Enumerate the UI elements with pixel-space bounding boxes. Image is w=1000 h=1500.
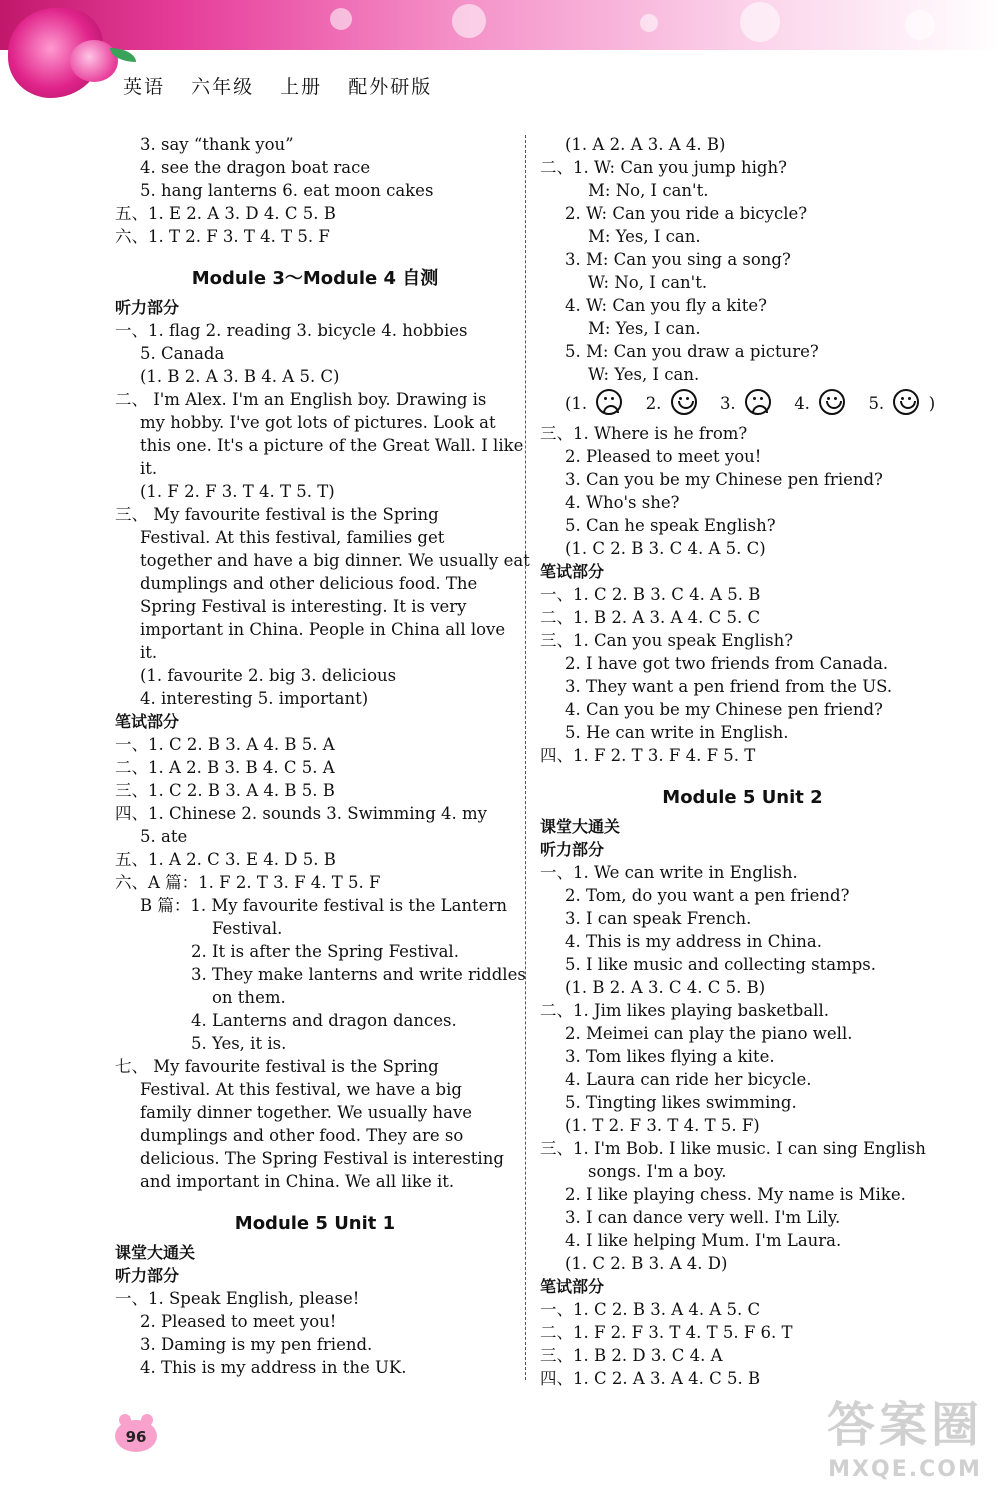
answer-line: 二、1. Jim likes playing basketball. (540, 1001, 829, 1020)
face-label: 4. (794, 394, 810, 413)
section-heading: 听力部分 (115, 298, 180, 317)
answer-line: 一、1. Speak English, please! (115, 1289, 360, 1308)
face-label: ) (928, 394, 936, 413)
answer-line: 5. I like music and collecting stamps. (565, 955, 877, 974)
face-label: 2. (645, 394, 662, 413)
happy-face-icon (671, 389, 697, 415)
answer-line: (1. F 2. F 3. T 4. T 5. T) (140, 482, 335, 501)
page-header (123, 72, 450, 99)
section-heading: 听力部分 (115, 1266, 180, 1285)
answer-line: dumplings and other delicious food. The (140, 574, 478, 593)
answer-line: 4. Lanterns and dragon dances. (191, 1011, 457, 1030)
answer-line: Festival. At this festival, families get (140, 528, 445, 547)
header-edition: 配外研版 (348, 76, 433, 98)
bubble-decoration (330, 8, 352, 30)
answer-line: delicious. The Spring Festival is interesting (140, 1149, 504, 1168)
answer-line: 5. hang lanterns 6. eat moon cakes (140, 181, 434, 200)
happy-face-icon (819, 389, 845, 415)
bubble-decoration (640, 14, 658, 32)
answer-line: Festival. (212, 919, 283, 938)
answer-line: 2. I like playing chess. My name is Mike. (565, 1185, 906, 1204)
answer-line: (1. T 2. F 3. T 4. T 5. F) (565, 1116, 760, 1135)
answer-line: 4. This is my address in the UK. (140, 1358, 407, 1377)
answer-line: it. (140, 643, 158, 662)
answer-line: together and have a big dinner. We usually eat (140, 551, 530, 570)
answer-line: 三、1. I'm Bob. I like music. I can sing English (540, 1139, 926, 1158)
answer-line: 二、1. B 2. A 3. A 4. C 5. C (540, 608, 761, 627)
header-volume: 上册 (280, 76, 323, 98)
answer-line: it. (140, 459, 158, 478)
answer-line: 一、1. C 2. B 3. A 4. A 5. C (540, 1300, 761, 1319)
answer-line: 4. I like helping Mum. I'm Laura. (565, 1231, 842, 1250)
answer-line: 四、1. C 2. A 3. A 4. C 5. B (540, 1369, 761, 1388)
answer-line: 3. Can you be my Chinese pen friend? (565, 470, 883, 489)
answer-line: 2. W: Can you ride a bicycle? (565, 204, 808, 223)
bubble-decoration (452, 4, 486, 38)
answer-line: M: No, I can't. (588, 181, 709, 200)
answer-line: 4. Can you be my Chinese pen friend? (565, 700, 883, 719)
page-number: 96 (115, 1420, 157, 1452)
answer-line: 3. I can dance very well. I'm Lily. (565, 1208, 841, 1227)
section-heading: 课堂大通关 (115, 1243, 196, 1262)
answer-line: 3. M: Can you sing a song? (565, 250, 791, 269)
answer-line: 四、1. Chinese 2. sounds 3. Swimming 4. my (115, 804, 487, 823)
answer-line: M: Yes, I can. (588, 319, 701, 338)
answer-line: 一、1. flag 2. reading 3. bicycle 4. hobbies (115, 321, 468, 340)
answer-line: 5. Canada (140, 344, 225, 363)
watermark-url: MXQE.COM (828, 1457, 982, 1482)
section-heading: 课堂大通关 (540, 817, 621, 836)
answer-line: 5. ate (140, 827, 188, 846)
answer-line: 5. M: Can you draw a picture? (565, 342, 819, 361)
sad-face-icon (745, 389, 771, 415)
answer-line: 2. Meimei can play the piano well. (565, 1024, 853, 1043)
section-heading: 听力部分 (540, 840, 605, 859)
header-banner (0, 0, 1000, 50)
answer-line: 二、1. W: Can you jump high? (540, 158, 787, 177)
answer-line: 3. I can speak French. (565, 909, 752, 928)
answer-line: 三、1. Can you speak English? (540, 631, 794, 650)
answer-line: 三、 My favourite festival is the Spring (115, 505, 439, 524)
answer-line: 六、1. T 2. F 3. T 4. T 5. F (115, 227, 330, 246)
answer-line: 二、1. F 2. F 3. T 4. T 5. F 6. T (540, 1323, 793, 1342)
watermark (815, 1395, 995, 1495)
answer-line: 4. W: Can you fly a kite? (565, 296, 767, 315)
happy-face-icon (893, 389, 919, 415)
answer-line: 2. Pleased to meet you! (140, 1312, 337, 1331)
face-label: 3. (719, 394, 736, 413)
answer-line: 七、 My favourite festival is the Spring (115, 1057, 439, 1076)
face-label: 5. (868, 394, 885, 413)
bubble-decoration (905, 10, 935, 40)
answer-line: 5. He can write in English. (565, 723, 789, 742)
bubble-decoration (740, 2, 780, 42)
face-answer-row (540, 386, 945, 422)
answer-line: 一、1. C 2. B 3. A 4. B 5. A (115, 735, 335, 754)
answer-line: 三、1. B 2. D 3. C 4. A (540, 1346, 723, 1365)
answer-line: B 篇：1. My favourite festival is the Lantern (140, 896, 507, 915)
answer-line: 4. This is my address in China. (565, 932, 822, 951)
answer-line: 六、A 篇：1. F 2. T 3. F 4. T 5. F (115, 873, 381, 892)
answer-line: 4. Who's she? (565, 493, 680, 512)
answer-line: 4. Laura can ride her bicycle. (565, 1070, 812, 1089)
answer-line: on them. (212, 988, 286, 1007)
answer-line: Festival. At this festival, we have a big (140, 1080, 462, 1099)
answer-line: 3. They want a pen friend from the US. (565, 677, 893, 696)
answer-line: 一、1. C 2. B 3. C 4. A 5. B (540, 585, 761, 604)
section-heading: 笔试部分 (540, 562, 605, 581)
answer-line: 2. I have got two friends from Canada. (565, 654, 889, 673)
section-title: Module 5 Unit 1 (234, 1213, 396, 1234)
left-column (115, 133, 530, 1379)
answer-line: dumplings and other food. They are so (140, 1126, 464, 1145)
answer-line: (1. C 2. B 3. C 4. A 5. C) (565, 539, 766, 558)
section-heading: 笔试部分 (115, 712, 180, 731)
answer-line: 2. Tom, do you want a pen friend? (565, 886, 850, 905)
answer-line: 五、1. E 2. A 3. D 4. C 5. B (115, 204, 336, 223)
answer-line: (1. B 2. A 3. C 4. C 5. B) (565, 978, 766, 997)
answer-line: 四、1. F 2. T 3. F 4. F 5. T (540, 746, 756, 765)
answer-line: 二、1. A 2. B 3. B 4. C 5. A (115, 758, 335, 777)
answer-line: 4. interesting 5. important) (140, 689, 369, 708)
answer-line: songs. I'm a boy. (588, 1162, 727, 1181)
answer-line: important in China. People in China all love (140, 620, 506, 639)
answer-line: 3. say “thank you” (140, 135, 294, 154)
answer-line: 五、1. A 2. C 3. E 4. D 5. B (115, 850, 336, 869)
answer-line: my hobby. I've got lots of pictures. Look at (140, 413, 496, 432)
answer-line: family dinner together. We usually have (140, 1103, 473, 1122)
answer-line: 5. Yes, it is. (191, 1034, 287, 1053)
answer-line: 3. Tom likes flying a kite. (565, 1047, 775, 1066)
answer-line: Spring Festival is interesting. It is very (140, 597, 467, 616)
column-divider (525, 135, 526, 1380)
answer-line: 2. It is after the Spring Festival. (191, 942, 459, 961)
answer-line: 5. Can he speak English? (565, 516, 776, 535)
header-subject: 英语 (123, 76, 166, 98)
answer-line: (1. favourite 2. big 3. delicious (140, 666, 397, 685)
answer-line: 3. Daming is my pen friend. (140, 1335, 373, 1354)
watermark-logo: 答案圈 (826, 1397, 983, 1453)
answer-line: (1. C 2. B 3. A 4. D) (565, 1254, 728, 1273)
answer-line: 4. see the dragon boat race (140, 158, 371, 177)
answer-line: 3. They make lanterns and write riddles (191, 965, 526, 984)
answer-line: 5. Tingting likes swimming. (565, 1093, 797, 1112)
answer-line: 一、1. We can write in English. (540, 863, 798, 882)
header-grade: 六年级 (191, 76, 255, 98)
answer-line: W: Yes, I can. (588, 365, 700, 384)
answer-line: M: Yes, I can. (588, 227, 701, 246)
answer-line: 2. Pleased to meet you! (565, 447, 762, 466)
answer-line: 二、 I'm Alex. I'm an English boy. Drawing is (115, 390, 487, 409)
answer-line: 三、1. Where is he from? (540, 424, 748, 443)
section-title: Module 3～Module 4 自测 (191, 268, 439, 289)
answer-line: (1. B 2. A 3. B 4. A 5. C) (140, 367, 340, 386)
section-heading: 笔试部分 (540, 1277, 605, 1296)
answer-line: (1. A 2. A 3. A 4. B) (565, 135, 726, 154)
section-title: Module 5 Unit 2 (662, 787, 823, 808)
answer-line: this one. It's a picture of the Great Wall. I like (140, 436, 524, 455)
answer-line: and important in China. We all like it. (140, 1172, 455, 1191)
answer-line: 三、1. C 2. B 3. A 4. B 5. B (115, 781, 335, 800)
sad-face-icon (596, 389, 622, 415)
face-label: (1. (565, 394, 588, 413)
right-column (540, 133, 945, 1390)
flower-decoration-icon (70, 40, 118, 82)
answer-line: W: No, I can't. (588, 273, 708, 292)
